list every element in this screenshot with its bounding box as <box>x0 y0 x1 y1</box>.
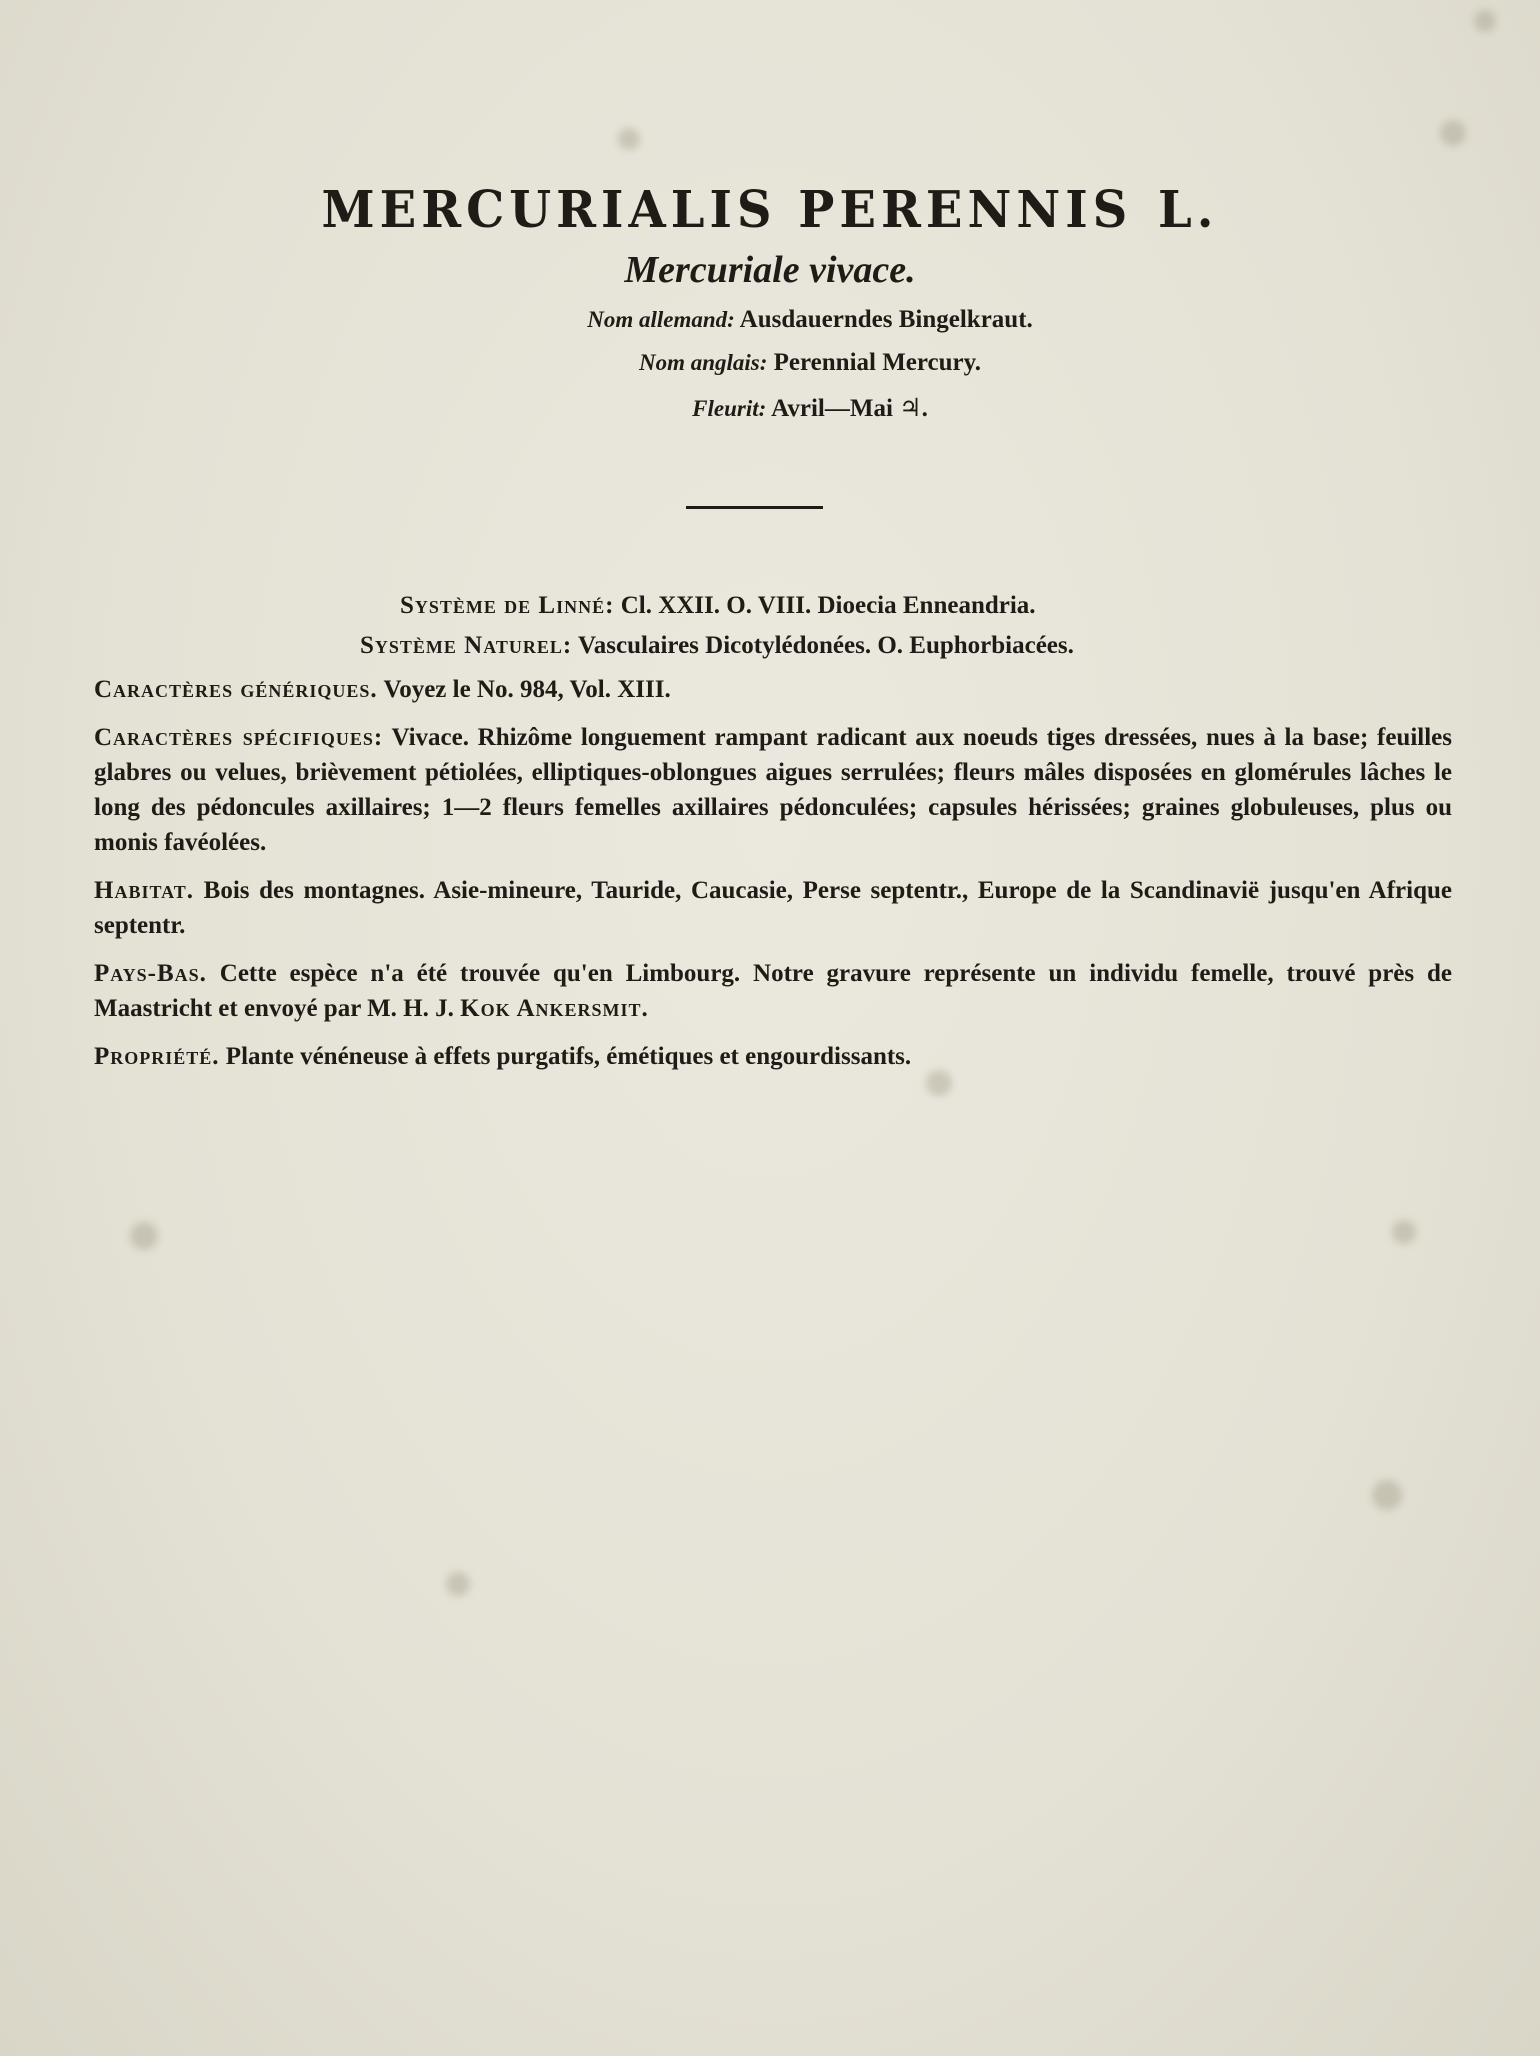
section-text: Cette espèce n'a été trouvée qu'en Limbourg. Notre gravure représente un individu femelle, trouvé près de Maastricht et envoyé par M. H. J. <box>94 960 1453 1022</box>
properties-paragraph <box>94 1039 1452 1074</box>
flowering-value: Avril—Mai ♃. <box>771 395 928 422</box>
section-label: Pays-Bas. <box>94 960 207 987</box>
description-body <box>94 672 1452 1087</box>
section-label: Caractères génériques. <box>94 676 378 703</box>
section-divider <box>686 506 823 509</box>
german-name-line <box>40 306 1540 334</box>
english-name-label: Nom anglais: <box>638 350 768 375</box>
latin-name: MERCURIALIS PERENNIS <box>321 180 1133 240</box>
section-label: Propriété. <box>94 1043 220 1070</box>
natural-system-line <box>360 632 1074 660</box>
author-abbrev: L. <box>1158 180 1219 240</box>
section-text: Vivace. Rhizôme longuement rampant radicant aux noeuds tiges dressées, nues à la base; feuilles glabres ou velues, brièvement pétiolées, elliptiques-oblongues aigues serrulées; fleurs mâles disposées en glomérules lâches le long des pédoncules axillaires; 1—2 fleurs femelles axillaires pédonculées; capsules hérissées; graines globuleuses, plus ou monis favéolées. <box>94 724 1452 856</box>
foxing-spot <box>618 128 640 150</box>
english-name-line <box>40 349 1540 377</box>
netherlands-paragraph <box>94 956 1452 1026</box>
french-name: Mercuriale vivace. <box>624 249 916 291</box>
section-text: Voyez le No. 984, Vol. XIII. <box>383 676 671 703</box>
generic-characters-paragraph <box>94 672 1452 707</box>
foxing-spot <box>1372 1480 1402 1510</box>
foxing-spot <box>1440 120 1466 146</box>
natural-system-label: Système Naturel: <box>360 632 573 659</box>
section-text: Bois des montagnes. Asie-mineure, Tauride, Caucasie, Perse septentr., Europe de la Scandinavië jusqu'en Afrique septentr. <box>94 877 1452 939</box>
foxing-spot <box>446 1572 470 1596</box>
flowering-line <box>40 393 1540 423</box>
german-name-label: Nom allemand: <box>587 307 735 332</box>
foxing-spot <box>1392 1220 1416 1244</box>
flowering-label: Fleurit: <box>692 396 767 421</box>
foxing-spot <box>1474 10 1496 32</box>
linne-system-line <box>400 592 1036 620</box>
habitat-paragraph <box>94 873 1452 943</box>
foxing-spot <box>130 1222 158 1250</box>
section-label: Habitat. <box>94 877 195 904</box>
natural-system-value: Vasculaires Dicotylédonées. O. Euphorbiacées. <box>578 632 1074 659</box>
english-name-value: Perennial Mercury. <box>773 349 982 376</box>
page-title <box>0 181 1540 240</box>
linne-system-value: Cl. XXII. O. VIII. Dioecia Enneandria. <box>620 592 1036 619</box>
collector-name: Kok Ankersmit. <box>460 995 649 1022</box>
section-label: Caractères spécifiques: <box>94 724 384 751</box>
specific-characters-paragraph <box>94 720 1452 860</box>
german-name-value: Ausdauerndes Bingelkraut. <box>739 306 1033 333</box>
section-text: Plante vénéneuse à effets purgatifs, émétiques et engourdissants. <box>225 1043 912 1070</box>
linne-system-label: Système de Linné: <box>400 592 615 619</box>
